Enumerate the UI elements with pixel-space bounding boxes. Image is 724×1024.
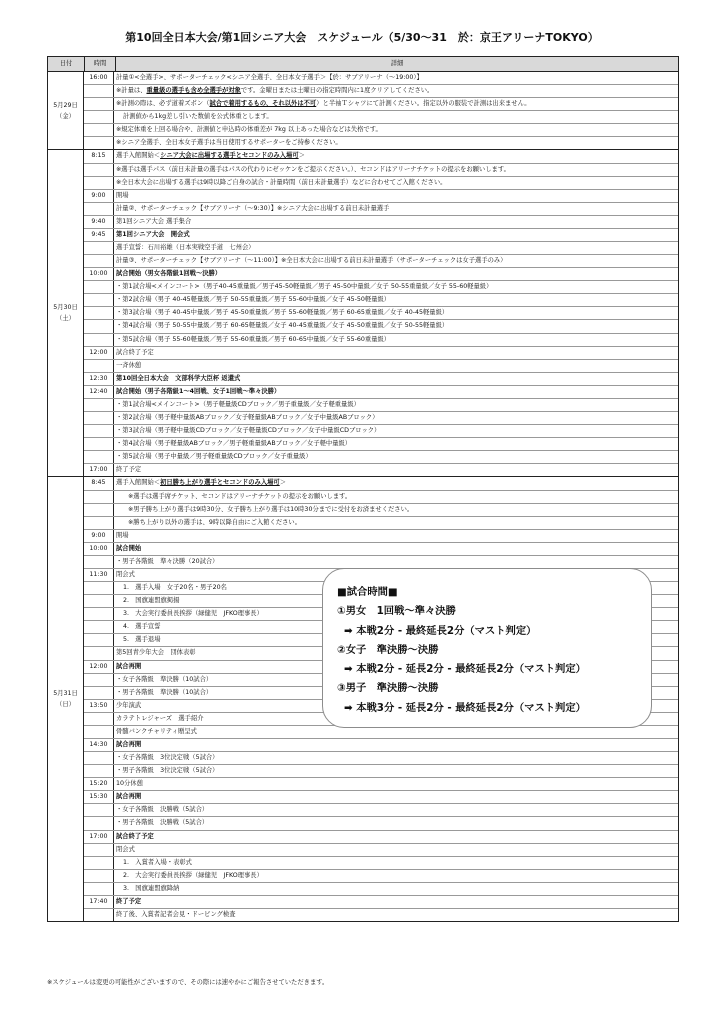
row-detail (114, 896, 678, 908)
row-time: 13:50 (84, 700, 114, 712)
day-date-cell (48, 477, 84, 921)
detail-text: ・第2試合場（男子軽中量級ABブロック／女子軽量級ABブロック／女子中量級ABブロック） (116, 414, 379, 422)
detail-text: 試合開始（男女各階級1回戦～決勝） (116, 270, 222, 278)
detail-text: ※全日本大会に出場する選手は9時以降ご自身の試合・計量時間（前日未計量選手）などに合わせてご入館ください。 (116, 178, 447, 186)
match-time-heading: ■試合時間■ (337, 586, 398, 598)
detail-text: ※シニア全選手、全日本女子選手は当日使用するサポーターをご持参ください。 (116, 139, 342, 147)
schedule-row (84, 98, 678, 111)
row-time (84, 608, 114, 620)
detail-text: 3. 大会実行委員長挨拶（緑健児 JFKO理事長） (123, 610, 263, 618)
row-time (84, 255, 114, 267)
row-detail (114, 817, 678, 829)
detail-text: ※選手は選手席チケット、セコンドはアリーナチケットの提示をお願いします。 (128, 492, 352, 500)
detail-text: ・第1試合場<メインコート>（男子軽量級CDブロック／男子重量級／女子軽重量級） (116, 400, 360, 408)
detail-text: です。金曜日または土曜日の指定時間内に1度クリアしてください。 (240, 87, 434, 95)
detail-text: ・女子各階級 準決勝（10試合） (116, 675, 213, 683)
schedule-row (84, 752, 678, 765)
row-detail (114, 399, 678, 411)
row-detail (114, 85, 678, 97)
row-time: 16:00 (84, 72, 114, 84)
day-rows (84, 150, 678, 476)
row-detail (114, 425, 678, 437)
document-title: 第10回全日本大会/第1回シニア大会 スケジュール（5/30～31 於：京王アリーナTOKYO） (125, 31, 599, 44)
detail-text: 計測値から1kg差し引いた数値を公式体重とします。 (123, 113, 273, 121)
row-time (84, 752, 114, 764)
detail-text: 試合再開 (116, 740, 142, 748)
detail-text: 終了予定 (116, 466, 142, 474)
row-time (84, 399, 114, 411)
detail-text: ・第5試合場（男子中量級／男子軽重量級CDブロック／女子重量級） (116, 453, 312, 461)
schedule-row (84, 804, 678, 817)
schedule-row (84, 229, 678, 242)
row-time (84, 726, 114, 738)
schedule-row (84, 517, 678, 530)
match-time-line: ➡ 本戦2分 - 最終延長2分（マスト判定） (344, 624, 537, 637)
match-time-line: ➡ 本戦2分 - 延長2分 - 最終延長2分（マスト判定） (344, 663, 586, 676)
row-time: 17:40 (84, 896, 114, 908)
schedule-row (84, 164, 678, 177)
row-time: 8:45 (84, 477, 114, 489)
schedule-table (47, 56, 679, 922)
row-time (84, 491, 114, 503)
row-time: 15:30 (84, 791, 114, 803)
schedule-row (84, 177, 678, 190)
schedule-body (48, 72, 678, 921)
day-weekday: （日） (56, 701, 75, 709)
row-detail (114, 164, 678, 176)
row-detail (114, 765, 678, 777)
match-time-line: ①男女 1回戦～準々決勝 (337, 605, 456, 618)
detail-text: 第1回シニア大会 開会式 (116, 230, 190, 238)
row-detail (114, 242, 678, 254)
detail-text: 計量③、サポーターチェック【サブアリーナ（～11:00）】※全日本大会に出場する前日未計量選手（サポーターチェックは女子選手のみ） (116, 257, 507, 265)
detail-text: ・第3試合場（男子 40-45中量級／男子 45-50重量級／男子 55-60軽量級／男子 60-65重量級／女子 40-45軽量級） (116, 309, 449, 317)
row-time: 10:00 (84, 268, 114, 280)
row-detail (114, 857, 678, 869)
detail-text: ・女子各階級 3位決定戦（5試合） (116, 754, 219, 762)
row-detail (114, 111, 678, 123)
detail-text: ・第4試合場（男子軽量級ABブロック／男子軽重量級ABブロック／女子軽中量級） (116, 440, 352, 448)
schedule-row (84, 883, 678, 896)
schedule-row (84, 268, 678, 281)
schedule-row (84, 85, 678, 98)
row-time: 12:00 (84, 347, 114, 359)
row-detail (114, 804, 678, 816)
schedule-row (84, 765, 678, 778)
detail-text: ・男子各階級 3位決定戦（5試合） (116, 767, 219, 775)
detail-text: ・第3試合場（男子軽中量級CDブロック／女子軽量級CDブロック／女子中量級CDブロック） (116, 427, 381, 435)
row-time (84, 98, 114, 110)
row-detail (114, 752, 678, 764)
detail-text: 2. 国旗連盟旗掲揚 (123, 597, 180, 605)
row-detail (114, 556, 678, 568)
row-time: 17:00 (84, 464, 114, 476)
row-detail (114, 307, 678, 319)
row-detail (114, 255, 678, 267)
row-detail (114, 504, 678, 516)
row-time (84, 765, 114, 777)
detail-text: 1. 入賞者入場・表彰式 (123, 858, 192, 866)
row-detail (114, 150, 678, 162)
detail-text: ・第2試合場（男子 40-45軽量級／男子 50-55重量級／男子 55-60中量級／女子 45-50軽量級） (116, 296, 391, 304)
schedule-row (84, 373, 678, 386)
day-block (48, 150, 678, 477)
schedule-row (84, 739, 678, 752)
schedule-row (84, 530, 678, 543)
detail-text: 計量①<全選手>、サポーターチェック<シニア全選手、全日本女子選手＞【於：サブアリーナ（～19:00）】 (116, 74, 423, 81)
detail-text: ・男子各階級 準決勝（10試合） (116, 688, 213, 696)
schedule-row (84, 870, 678, 883)
detail-text: 選手宣誓：石川裕雄（日本実戦空手道 七州会） (116, 244, 255, 252)
row-detail (114, 373, 678, 385)
row-time (84, 334, 114, 346)
schedule-row (84, 242, 678, 255)
detail-text: ＞ (279, 479, 287, 487)
detail-text: 試合終了予定 (116, 832, 154, 840)
row-time (84, 817, 114, 829)
row-detail (114, 464, 678, 476)
row-time (84, 85, 114, 97)
row-detail (114, 791, 678, 803)
row-time: 9:00 (84, 530, 114, 542)
detail-text: 第1回シニア大会 選手集合 (116, 217, 192, 225)
row-time (84, 844, 114, 856)
schedule-row (84, 386, 678, 399)
row-detail (114, 334, 678, 346)
row-detail (114, 870, 678, 882)
detail-text: 試合再開 (116, 793, 142, 801)
schedule-row (84, 111, 678, 124)
row-detail (114, 517, 678, 529)
footnote: ※スケジュールは変更の可能性がございますので、その際には速やかにご報告させていただきます。 (47, 979, 329, 986)
row-time: 14:30 (84, 739, 114, 751)
row-time (84, 360, 114, 372)
row-time (84, 242, 114, 254)
detail-text: 試合で着用するもの、それ以外は不可 (209, 100, 317, 108)
detail-text: 10分休憩 (116, 780, 143, 788)
schedule-row (84, 281, 678, 294)
row-time (84, 909, 114, 921)
detail-text: ※規定体重を上回る場合や、計測値と申込時の体重差が 7kg 以上あった場合などは失格です。 (116, 126, 382, 134)
schedule-row (84, 360, 678, 373)
row-detail (114, 543, 678, 555)
schedule-row (84, 294, 678, 307)
row-detail (114, 229, 678, 241)
row-time: 9:45 (84, 229, 114, 241)
row-time (84, 634, 114, 646)
schedule-row (84, 150, 678, 163)
row-time: 9:00 (84, 190, 114, 202)
row-time (84, 177, 114, 189)
row-time (84, 281, 114, 293)
schedule-row (84, 491, 678, 504)
detail-text: 一斉休憩 (116, 361, 142, 369)
row-time: 12:40 (84, 386, 114, 398)
row-time: 11:30 (84, 569, 114, 581)
schedule-row (84, 543, 678, 556)
row-detail (114, 268, 678, 280)
row-detail (114, 451, 678, 463)
row-detail (114, 909, 678, 921)
row-time: 8:15 (84, 150, 114, 162)
schedule-row (84, 320, 678, 333)
row-detail (114, 190, 678, 202)
row-time (84, 870, 114, 882)
schedule-row (84, 896, 678, 909)
row-detail (114, 72, 678, 84)
row-detail (114, 883, 678, 895)
schedule-row (84, 412, 678, 425)
row-time: 10:00 (84, 543, 114, 555)
row-detail (114, 831, 678, 843)
row-time (84, 687, 114, 699)
detail-text: ・男子各階級 決勝戦（5試合） (116, 819, 209, 827)
row-detail (114, 477, 678, 489)
row-detail (114, 778, 678, 790)
detail-text: 試合再開 (116, 662, 142, 670)
schedule-row (84, 857, 678, 870)
detail-text: ・第4試合場（男子 50-55中量級／男子 60-65軽量級／女子 40-45重量級／女子 45-50重量級／女子 50-55軽量級） (116, 322, 449, 330)
schedule-row (84, 451, 678, 464)
schedule-row (84, 203, 678, 216)
row-time: 9:40 (84, 216, 114, 228)
row-detail (114, 98, 678, 110)
row-time (84, 320, 114, 332)
row-time (84, 124, 114, 136)
detail-text: 開場 (116, 191, 129, 199)
row-time (84, 674, 114, 686)
row-detail (114, 491, 678, 503)
row-detail (114, 412, 678, 424)
day-date: 5月31日 (53, 690, 78, 698)
detail-text: ・女子各階級 決勝戦（5試合） (116, 806, 209, 814)
schedule-row (84, 831, 678, 844)
row-detail (114, 177, 678, 189)
day-date: 5月29日 (53, 101, 78, 109)
day-weekday: （金） (56, 112, 75, 120)
schedule-row (84, 137, 678, 149)
schedule-row (84, 504, 678, 517)
row-time (84, 307, 114, 319)
row-time (84, 517, 114, 529)
detail-text: 第5回青少年大会 団体表彰 (116, 649, 196, 657)
row-detail (114, 216, 678, 228)
schedule-row (84, 124, 678, 137)
row-time (84, 857, 114, 869)
row-time (84, 111, 114, 123)
detail-text: シニア大会に出場する選手とセコンドのみ入場可 (160, 152, 299, 160)
detail-text: 試合終了予定 (116, 348, 154, 356)
schedule-row (84, 556, 678, 569)
row-time (84, 203, 114, 215)
schedule-row (84, 817, 678, 830)
row-time (84, 713, 114, 725)
row-time (84, 451, 114, 463)
schedule-row (84, 425, 678, 438)
day-rows (84, 72, 678, 149)
row-detail (114, 438, 678, 450)
detail-text: 閉会式 (116, 570, 135, 578)
row-detail (114, 203, 678, 215)
detail-text: 選手入館開始＜ (116, 152, 161, 160)
detail-text: 2. 大会実行委員長挨拶（緑健児 JFKO理事長） (123, 871, 263, 879)
detail-text: ※男子勝ち上がり選手は9時30分、女子勝ち上がり選手は10時30分までに受付をお済ませください。 (128, 505, 414, 513)
header-detail: 詳細 (390, 60, 404, 67)
match-time-box (322, 568, 652, 728)
row-time: 15:20 (84, 778, 114, 790)
row-time (84, 621, 114, 633)
row-detail (114, 360, 678, 372)
detail-text: 試合開始（男子各階級1～4回戦、女子1回戦～準々決勝） (116, 387, 281, 395)
schedule-row (84, 307, 678, 320)
day-weekday: （土） (56, 315, 75, 323)
schedule-row (84, 909, 678, 921)
detail-text: 終了後、入賞者記者会見・ドーピング検査 (116, 911, 236, 918)
table-header (48, 57, 678, 72)
schedule-row (84, 778, 678, 791)
row-detail (114, 281, 678, 293)
row-detail (114, 386, 678, 398)
detail-text: カラテトレジャーズ 選手紹介 (116, 714, 204, 722)
row-time (84, 804, 114, 816)
detail-text: 閉会式 (116, 845, 135, 853)
row-time (84, 647, 114, 659)
detail-text: 3. 国旗連盟旗降納 (123, 884, 180, 892)
detail-text: 初日勝ち上がり選手とセコンドのみ入場可 (160, 479, 280, 487)
row-time (84, 164, 114, 176)
detail-text: 終了予定 (116, 897, 142, 905)
schedule-row (84, 438, 678, 451)
schedule-row (84, 347, 678, 360)
detail-text: ※勝ち上がり以外の選手は、9時以降自由にご入館ください。 (128, 518, 302, 526)
detail-text: ・第1試合場<メインコート>（男子40-45重量級／男子45-50軽量級／男子 45-50中量級／女子 50-55重量級／女子 55-60軽量級） (116, 283, 493, 291)
detail-text: ※計量は、 (116, 87, 147, 95)
day-block (48, 72, 678, 150)
row-time (84, 412, 114, 424)
detail-text: 少年演武 (116, 701, 142, 709)
row-time: 17:00 (84, 831, 114, 843)
row-detail (114, 844, 678, 856)
detail-text: ※計測の際は、必ず道着ズボン（ (116, 100, 210, 108)
detail-text: 第10回全日本大会 文部科学大臣杯 返還式 (116, 374, 241, 382)
row-time (84, 294, 114, 306)
row-time: 12:30 (84, 373, 114, 385)
detail-text: 開場 (116, 531, 129, 539)
row-detail (114, 347, 678, 359)
schedule-row (84, 72, 678, 85)
schedule-row (84, 791, 678, 804)
row-time (84, 556, 114, 568)
detail-text: ・男子各階級 準々決勝（20試合） (116, 557, 219, 565)
row-time (84, 504, 114, 516)
detail-text: ）と半袖Ｔシャツにて計測ください。指定以外の服装で計測は出来ません。 (316, 100, 531, 108)
header-date: 日付 (48, 57, 85, 71)
row-time (84, 438, 114, 450)
row-detail (114, 739, 678, 751)
detail-text: ・第5試合場（男子 55-60軽量級／男子 55-60重量級／男子 60-65中量級／女子 55-60重量級） (116, 335, 391, 343)
row-time (84, 595, 114, 607)
row-detail (114, 320, 678, 332)
row-time: 12:00 (84, 661, 114, 673)
row-detail (114, 124, 678, 136)
schedule-row (84, 190, 678, 203)
row-time (84, 883, 114, 895)
schedule-row (84, 255, 678, 268)
row-detail (114, 137, 678, 149)
detail-text: 重量級の選手も含め全選手が対象 (146, 87, 241, 95)
detail-text: 骨髄バンクチャリティ贈呈式 (116, 727, 197, 735)
match-time-line: ③男子 準決勝～決勝 (337, 682, 439, 695)
schedule-row (84, 399, 678, 412)
detail-text: 計量②、サポーターチェック【サブアリーナ（～9:30）】※シニア大会に出場する前日未計量選手 (116, 204, 390, 212)
detail-text: 4. 選手宣誓 (123, 623, 161, 631)
detail-text: ＞ (298, 152, 305, 160)
row-detail (114, 530, 678, 542)
detail-text: 1. 選手入場 女子20名・男子20名 (123, 584, 227, 592)
schedule-row (84, 477, 678, 490)
schedule-row (84, 464, 678, 476)
schedule-row (84, 334, 678, 347)
schedule-row (84, 844, 678, 857)
day-date: 5月30日 (53, 304, 78, 312)
detail-text: ※選手は選手パス（前日未計量の選手はパスの代わりにゼッケンをご提示ください。）、セコンドはアリーナチケットの提示をお願いします。 (116, 165, 510, 173)
row-time (84, 582, 114, 594)
day-date-cell (48, 72, 84, 149)
row-time (84, 425, 114, 437)
match-time-line: ②女子 準決勝～決勝 (337, 643, 439, 656)
row-time (84, 137, 114, 149)
detail-text: 試合開始 (116, 544, 142, 552)
row-detail (114, 294, 678, 306)
schedule-row (84, 216, 678, 229)
header-time: 時間 (85, 57, 116, 71)
detail-text: 5. 選手退場 (123, 636, 161, 644)
day-date-cell (48, 150, 84, 476)
match-time-line: ➡ 本戦3分 - 延長2分 - 最終延長2分（マスト判定） (344, 701, 586, 714)
detail-text: 選手入館開始＜ (116, 479, 161, 487)
